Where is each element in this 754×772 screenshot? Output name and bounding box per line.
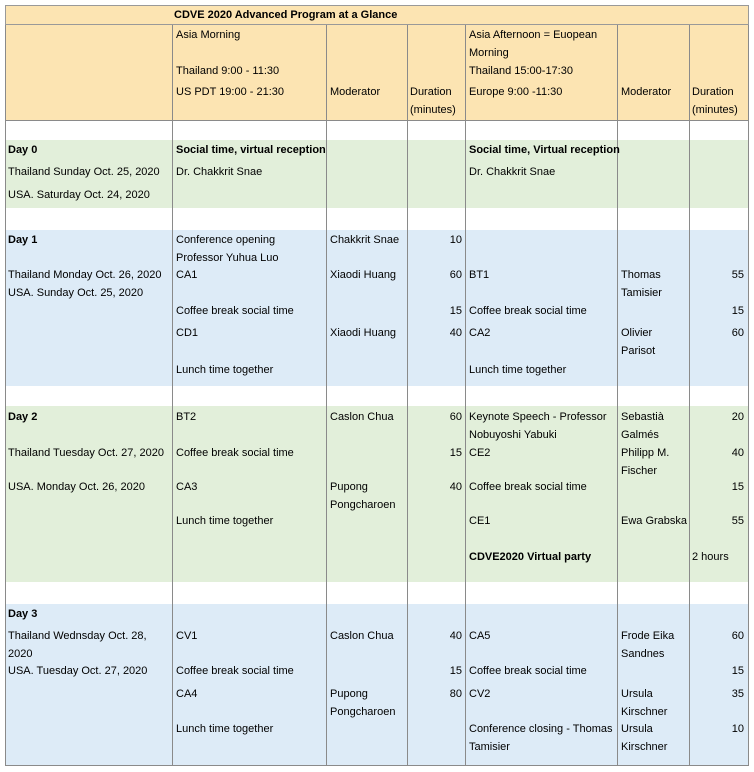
header-duration-2: Duration (minutes) [692,86,738,116]
session-duration: 40 [731,447,744,459]
session-moderator: Ursula Kirschner [621,723,668,753]
grid-line [748,25,749,765]
session-event: Conference opening Professor Yuhua Luo [176,234,279,264]
session-event: Conference closing - Thomas Tamisier [469,723,613,753]
grid-line [5,765,749,766]
day3-date-usa: USA. Tuesday Oct. 27, 2020 [8,665,148,677]
day3-label: Day 3 [8,608,38,620]
session-moderator: Caslon Chua [330,630,394,642]
header-thailand-morning: Thailand 9:00 - 11:30 [176,65,280,77]
grid-line [326,25,327,765]
session-event: Keynote Speech - Professor Nobuyoshi Yabuki [469,411,607,441]
day2-date-thailand: Thailand Tuesday Oct. 27, 2020 [8,447,164,459]
session-duration: 10 [731,723,744,735]
grid-line [5,120,749,121]
session-duration: 15 [731,305,744,317]
session-event: BT1 [469,269,490,281]
session-moderator: Frode Eika Sandnes [621,630,675,660]
session-event: Coffee break social time [176,447,294,459]
session-duration: 10 [449,234,462,246]
header-thailand-afternoon: Thailand 15:00-17:30 [469,65,573,77]
day0-pm-host: Dr. Chakkrit Snae [469,166,556,178]
session-duration: 40 [449,630,462,642]
session-event: Coffee break social time [469,481,587,493]
session-moderator: Thomas Tamisier [621,269,662,299]
day2-date-usa: USA. Monday Oct. 26, 2020 [8,481,145,493]
session-duration: 15 [731,665,744,677]
session-moderator: Philipp M. Fischer [621,447,670,477]
session-duration: 15 [731,481,744,493]
session-event: Lunch time together [176,364,274,376]
day0-date-thailand: Thailand Sunday Oct. 25, 2020 [8,166,160,178]
session-event: CE2 [469,447,491,459]
session-moderator: Chakkrit Snae [330,234,400,246]
grid-line [407,25,408,765]
session-duration: 15 [449,305,462,317]
table-title: CDVE 2020 Advanced Program at a Glance [5,5,749,25]
session-event: CA3 [176,481,198,493]
spacer-band [5,208,749,230]
session-duration: 40 [449,481,462,493]
grid-line [172,25,173,765]
session-moderator: Pupong Pongcharoen [330,481,396,511]
session-moderator: Xiaodi Huang [330,327,397,339]
header-asia-afternoon: Asia Afternoon = Euopean Morning [469,29,598,59]
session-event: CA5 [469,630,491,642]
day0-pm-event: Social time, Virtual reception [469,144,620,156]
day1-band [5,230,749,386]
spacer-band [5,120,749,140]
session-event: Coffee break social time [176,305,294,317]
session-duration: 55 [731,515,744,527]
session-moderator: Olivier Parisot [621,327,656,357]
session-event: CDVE2020 Virtual party [469,551,592,563]
session-duration: 15 [449,447,462,459]
session-event: Coffee break social time [469,305,587,317]
session-duration: 60 [731,327,744,339]
spacer-band [5,582,749,604]
session-moderator: Xiaodi Huang [330,269,397,281]
session-event: CD1 [176,327,199,339]
session-event: CE1 [469,515,491,527]
session-event: CV1 [176,630,198,642]
session-event: Lunch time together [176,723,274,735]
day1-date-usa: USA. Sunday Oct. 25, 2020 [8,287,144,299]
session-event: CA1 [176,269,198,281]
session-duration: 15 [449,665,462,677]
day1-date-thailand: Thailand Monday Oct. 26, 2020 [8,269,162,281]
header-europe-morning: Europe 9:00 -11:30 [469,86,563,98]
grid-line [689,25,690,765]
session-duration: 60 [731,630,744,642]
session-moderator: Caslon Chua [330,411,394,423]
session-event: Coffee break social time [469,665,587,677]
session-duration: 2 hours [692,551,729,563]
day0-label: Day 0 [8,144,38,156]
day2-label: Day 2 [8,411,38,423]
session-moderator: Ewa Grabska [621,515,688,527]
day0-am-host: Dr. Chakkrit Snae [176,166,263,178]
header-duration: Duration (minutes) [410,86,456,116]
grid-line [465,25,466,765]
session-moderator: Ursula Kirschner [621,688,668,718]
day0-am-event: Social time, virtual reception [176,144,326,156]
header-moderator-2: Moderator [621,86,672,98]
grid-line [5,25,6,765]
session-event: Lunch time together [176,515,274,527]
session-event: Lunch time together [469,364,567,376]
session-moderator: Sebastià Galmés [621,411,664,441]
session-duration: 20 [731,411,744,423]
session-duration: 35 [731,688,744,700]
session-event: Coffee break social time [176,665,294,677]
session-event: CA4 [176,688,198,700]
session-duration: 80 [449,688,462,700]
spacer-band [5,386,749,406]
header-us-morning: US PDT 19:00 - 21:30 [176,86,285,98]
day0-date-usa: USA. Saturday Oct. 24, 2020 [8,189,150,201]
session-moderator: Pupong Pongcharoen [330,688,396,718]
grid-line [617,25,618,765]
day1-label: Day 1 [8,234,38,246]
session-duration: 60 [449,269,462,281]
session-event: CA2 [469,327,491,339]
session-duration: 60 [449,411,462,423]
header-moderator: Moderator [330,86,381,98]
session-event: BT2 [176,411,197,423]
session-duration: 55 [731,269,744,281]
session-event: CV2 [469,688,491,700]
session-duration: 40 [449,327,462,339]
header-asia-morning: Asia Morning [176,29,241,41]
header-band [5,25,749,120]
day3-date-thailand: Thailand Wednsday Oct. 28, 2020 [8,630,147,660]
